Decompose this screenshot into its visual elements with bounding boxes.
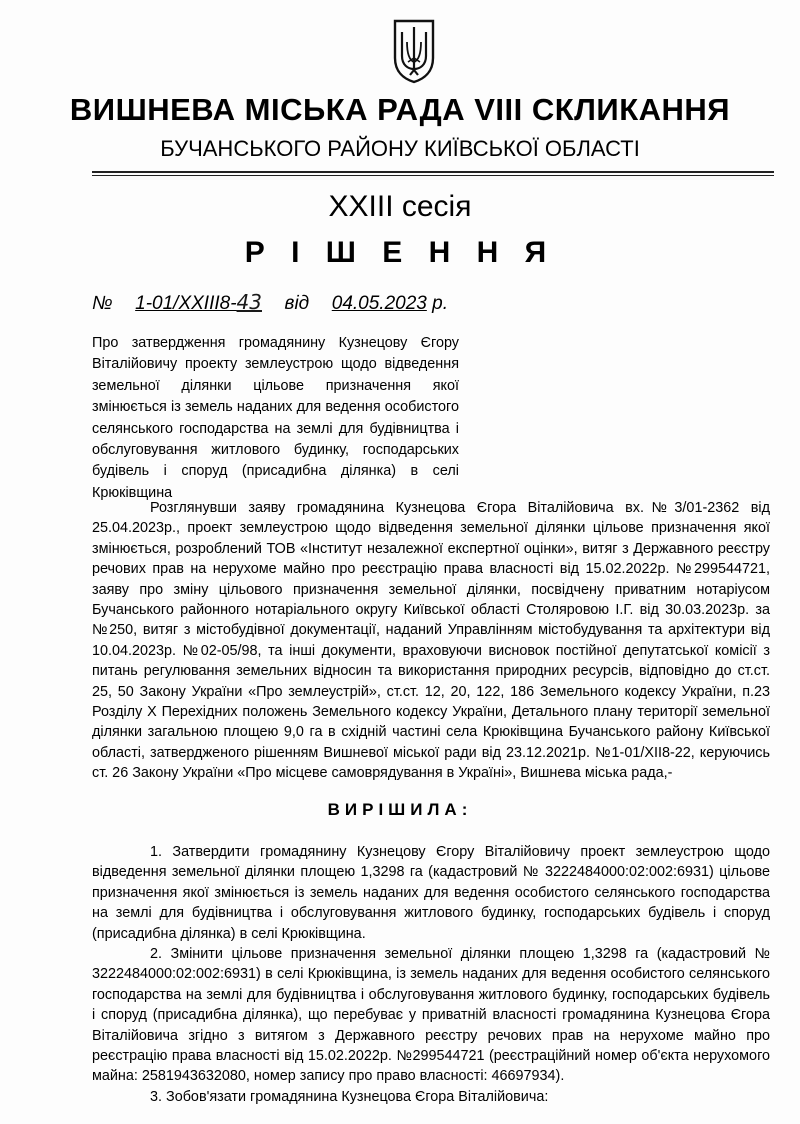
council-title: ВИШНЕВА МІСЬКА РАДА VIII СКЛИКАННЯ bbox=[69, 92, 731, 127]
resolution-item-3: 3. Зобов'язати громадянина Кузнецова Єгора Віталійовича: bbox=[150, 1088, 549, 1105]
header-divider-thin bbox=[92, 175, 774, 176]
number-sign: № bbox=[92, 293, 113, 314]
from-label: від bbox=[284, 293, 310, 314]
number-prefix: 1-01/XXIII8- bbox=[135, 293, 237, 314]
year-suffix: р. bbox=[432, 293, 448, 314]
session-label: XXIII сесія bbox=[328, 190, 472, 223]
council-district: БУЧАНСЬКОГО РАЙОНУ КИЇВСЬКОЇ ОБЛАСТІ bbox=[160, 136, 640, 161]
preamble-text: Розглянувши заяву громадянина Кузнецова Єгора Віталійовича вх.№3/01-2362 від 25.04.2023р., проект землеустрою щодо відведення земельної ділянки цільове призначення якої змінюється, розроблений ТОВ «Інститут незалежної експертної оцінки», витяг з Державного реєстру речових прав на нерухоме майно про реєстрацію права власності від 15.02.2022р. №299544721, заяву про зміну цільового призначення земельної ділянки, посвідчену приватним нотаріусом Бучанського районного нотаріального округу Київської області Столяровою І.Г. від 30.03.2023р. за №250, витяг з містобудівної документації, наданий Управлінням містобудування та архітектури від 10.04.2023р. №02-05/98, та інші документи, враховуючи висновок постійної депутатської комісії з питань регулювання земельних відносин та використання природних ресурсів, відповідно до ст.ст. 25, 50 Закону України «Про землеустрій», ст.ст. 12, 20, 122, 186 Земельного кодексу України, п.23 Розділу X Перехідних положень Земельного кодексу України, Детального плану території земельної ділянки загальною площею 9,0 га в східній частині села Крюківщина Бучанського району Київської області, затвердженого рішенням Вишневої міської ради від 23.12.2021р. №1-01/XII8-22, керуючись ст. 26 Закону України «Про місцеве самоврядування в Україні», Вишнева міська рада,- bbox=[92, 500, 770, 782]
coat-of-arms-icon bbox=[392, 18, 436, 84]
resolution-item-2: 2. Змінити цільове призначення земельної ділянки площею 1,3298 га (кадастровий № 3222484000:02:002:6931) в селі Крюківщина, із земель наданих для ведення особистого селянського господарства на землі для будівництва і обслуговування житлового будинку, господарських будівель і споруд (присадибна ділянка), що перебуває у приватній власності громадянина Кузнецова Єгора Віталійовича згідно з витягом з Державного реєстру речових прав на нерухоме майно про реєстрацію права власності від 15.02.2022р. №299544721 (реєстраційний номер об'єкта нерухомого майна: 2581943632080, номер запису про право власності: 46697934). bbox=[92, 946, 770, 1085]
resolution-item-1: 1. Затвердити громадянину Кузнецову Єгору Віталійовичу проект землеустрою щодо відведення земельної ділянки площею 1,3298 га (кадастровий № 3222484000:02:002:6931) цільове призначення якої змінюється із земель наданих для ведення особистого селянського господарства на землі для будівництва і обслуговування житлового будинку, господарських будівель і споруд (присадибна ділянка) в селі Крюківщина. bbox=[92, 844, 770, 942]
decision-subject: Про затвердження громадянину Кузнецову Єгору Віталійовичу проекту землеустрою щодо відведення земельної ділянки цільове призначення якої змінюється із земель наданих для ведення особистого селянського господарства на землі для будівництва і обслуговування житлового будинку, господарських будівель і споруд (присадибна ділянка) в селі Крюківщина bbox=[92, 335, 459, 501]
document-date: 04.05.2023 bbox=[331, 293, 427, 314]
resolved-heading: ВИРІШИЛА: bbox=[327, 800, 473, 819]
resolution-items bbox=[92, 842, 770, 1107]
document-type: Р І Ш Е Н Н Я bbox=[244, 236, 556, 269]
header-divider bbox=[92, 171, 774, 173]
document-number-line bbox=[92, 290, 448, 315]
preamble-block bbox=[92, 498, 770, 784]
handwritten-number: 43 bbox=[236, 290, 262, 314]
